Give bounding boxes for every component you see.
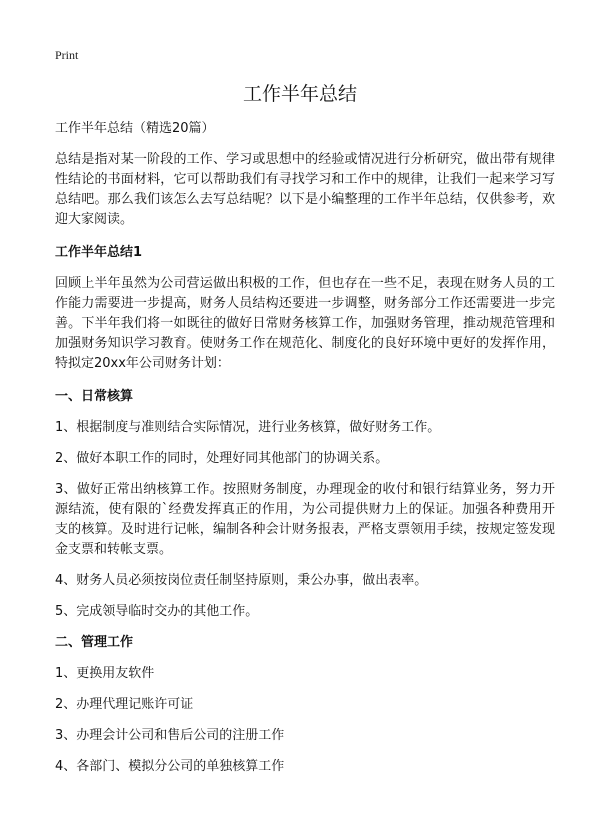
section-heading-1: 工作半年总结1 [55, 245, 143, 260]
list-item: 4、各部门、模拟分公司的单独核算工作 [55, 759, 285, 774]
part-1-heading: 一、日常核算 [55, 389, 134, 404]
list-item: 1、根据制度与准则结合实际情况，进行业务核算，做好财务工作。 [55, 420, 441, 435]
list-item: 2、做好本职工作的同时，处理好同其他部门的协调关系。 [55, 451, 389, 466]
list-item: 4、财务人员必须按岗位责任制坚持原则，秉公办事，做出表率。 [55, 573, 428, 588]
document-subtitle: 工作半年总结（精选20篇） [55, 121, 215, 136]
section-1-paragraph: 回顾上半年虽然为公司营运做出积极的工作，但也存在一些不足，表现在财务人员的工作能力需要进一步提高，财务人员结构还要进一步调整，财务部分工作还需要进一步完善。下半年我们将一如既往的做好日常财务核算工作，加强财务管理，推动规范管理和加强财务知识学习教育。使财务工作在规范化、制度化的良好环境中更好的发挥作用，特拟定20xx年公司财务计划： [55, 276, 555, 371]
intro-paragraph: 总结是指对某一阶段的工作、学习或思想中的经验或情况进行分析研究，做出带有规律性结论的书面材料，它可以帮助我们有寻找学习和工作中的规律，让我们一起来学习写总结吧。那么我们该怎么去写总结呢？以下是小编整理的工作半年总结，仅供参考，欢迎大家阅读。 [55, 152, 555, 227]
list-item: 2、办理代理记账许可证 [55, 697, 194, 712]
list-item: 3、办理会计公司和售后公司的注册工作 [55, 728, 285, 743]
list-item: 5、完成领导临时交办的其他工作。 [55, 604, 259, 619]
list-item: 1、更换用友软件 [55, 666, 155, 681]
document-body [55, 120, 555, 788]
list-item: 3、做好正常出纳核算工作。按照财务制度，办理现金的收付和银行结算业务，努力开源结流，使有限的`经费发挥真正的作用，为公司提供财力上的保证。加强各种费用开支的核算。及时进行记帐，编制各种会计财务报表，严格支票领用手续，按规定签发现金支票和转帐支票。 [55, 482, 555, 557]
print-link[interactable]: Print [55, 48, 79, 62]
page-title: 工作半年总结 [242, 83, 357, 105]
part-2-heading: 二、管理工作 [55, 635, 134, 650]
